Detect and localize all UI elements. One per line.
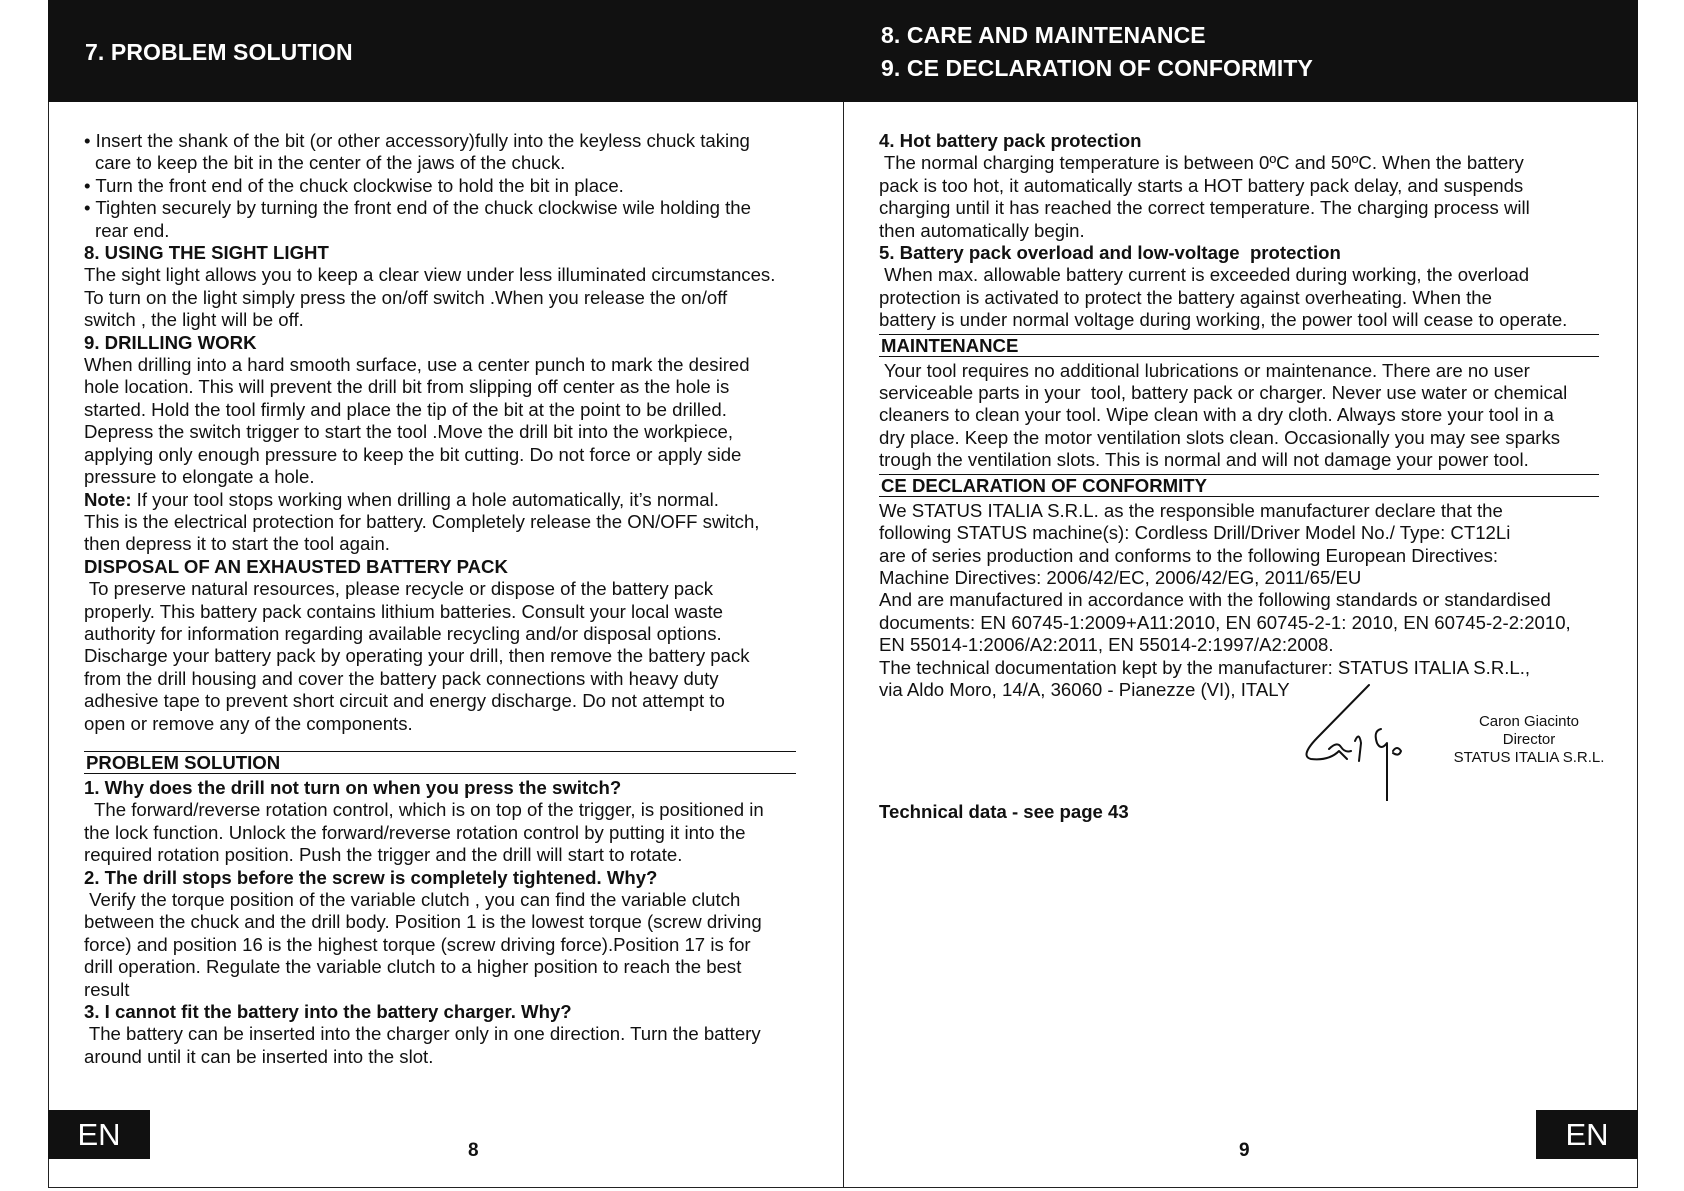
- text-line: adhesive tape to prevent short circuit and energy discharge. Do not attempt to: [84, 690, 725, 712]
- note-text: If your tool stops working when drilling a hole automatically, it’s normal.: [131, 488, 719, 510]
- text-line: switch , the light will be off.: [84, 309, 304, 331]
- ce-declaration-label: CE DECLARATION OF CONFORMITY: [881, 474, 1208, 496]
- text-line: started. Hold the tool firmly and place the tip of the bit at the point to be drilled.: [84, 398, 727, 420]
- signer-role: Director: [1502, 731, 1556, 749]
- text-line: When drilling into a hard smooth surface, use a center punch to mark the desired: [84, 354, 750, 376]
- text-line: Discharge your battery pack by operating your drill, then remove the battery pack: [84, 645, 750, 667]
- text-line: The battery can be inserted into the charger only in one direction. Turn the battery: [84, 1023, 761, 1045]
- text-line: pressure to elongate a hole.: [84, 466, 315, 488]
- spacer: [84, 735, 844, 749]
- text-line: battery is under normal voltage during working, the power tool will cease to operate.: [879, 309, 1568, 331]
- right-header: [844, 0, 1638, 102]
- left-header-title: 7. PROBLEM SOLUTION: [85, 39, 353, 65]
- text-line: When max. allowable battery current is exceeded during working, the overload: [879, 264, 1530, 286]
- overload-heading: 5. Battery pack overload and low-voltage protection: [879, 242, 1341, 264]
- text-line: The forward/reverse rotation control, which is on top of the trigger, is positioned in: [84, 799, 764, 821]
- language-badge-left: EN: [48, 1110, 150, 1159]
- drilling-work-heading: 9. DRILLING WORK: [84, 331, 257, 353]
- right-header-title-2: 9. CE DECLARATION OF CONFORMITY: [881, 55, 1314, 81]
- question-1: 1. Why does the drill not turn on when you press the switch?: [84, 776, 622, 798]
- text-line: cleaners to clean your tool. Wipe clean with a dry cloth. Always store your tool in a: [879, 404, 1554, 426]
- page-number-left: 8: [468, 1140, 479, 1161]
- text-line: following STATUS machine(s): Cordless Drill/Driver Model No./ Type: CT12Li: [879, 522, 1511, 544]
- text-line: To turn on the light simply press the on/off switch .When you release the on/off: [84, 286, 728, 308]
- ce-declaration-heading: [879, 474, 1599, 497]
- note-label: Note:: [84, 488, 132, 510]
- bullet-line: • Turn the front end of the chuck clockwise to hold the bit in place.: [84, 174, 624, 196]
- left-column: [84, 130, 844, 1068]
- text-line: via Aldo Moro, 14/A, 36060 - Pianezze (VI), ITALY: [879, 678, 1290, 700]
- signer-block: [1434, 713, 1624, 767]
- text-line: are of series production and conforms to the following European Directives:: [879, 544, 1499, 566]
- text-line: Machine Directives: 2006/42/EC, 2006/42/EG, 2011/65/EU: [879, 566, 1362, 588]
- text-line: The normal charging temperature is between 0ºC and 50ºC. When the battery: [879, 152, 1524, 174]
- language-badge-right: EN: [1536, 1110, 1638, 1159]
- text-line: the lock function. Unlock the forward/reverse rotation control by putting it into the: [84, 821, 746, 843]
- hot-battery-heading: 4. Hot battery pack protection: [879, 130, 1142, 151]
- note-line: [84, 489, 844, 511]
- text-line: open or remove any of the components.: [84, 712, 413, 734]
- text-line: drill operation. Regulate the variable clutch to a higher position to reach the best: [84, 956, 742, 978]
- question-2: 2. The drill stops before the screw is completely tightened. Why?: [84, 866, 658, 888]
- text-line: This is the electrical protection for battery. Completely release the ON/OFF switch,: [84, 510, 760, 532]
- signature-area: [879, 701, 1631, 801]
- text-line: required rotation position. Push the trigger and the drill will start to rotate.: [84, 844, 683, 866]
- signer-company: STATUS ITALIA S.R.L.: [1453, 749, 1605, 767]
- text-line: hole location. This will prevent the drill bit from slipping off center as the hole is: [84, 376, 730, 398]
- text-line: serviceable parts in your tool, battery pack or charger. Never use water or chemical: [879, 382, 1568, 404]
- right-header-title-1: 8. CARE AND MAINTENANCE: [881, 22, 1206, 48]
- maintenance-heading: [879, 334, 1599, 357]
- problem-solution-heading: [84, 751, 796, 774]
- text-line: around until it can be inserted into the slot.: [84, 1045, 434, 1067]
- text-line: applying only enough pressure to keep the bit cutting. Do not force or apply side: [84, 443, 742, 465]
- text-line: authority for information regarding available recycling and/or disposal options.: [84, 622, 722, 644]
- bullet-line: care to keep the bit in the center of the jaws of the chuck.: [95, 152, 566, 174]
- text-line: force) and position 16 is the highest torque (screw driving force).Position 17 is for: [84, 933, 751, 955]
- text-line: And are manufactured in accordance with the following standards or standardised: [879, 589, 1551, 611]
- text-line: trough the ventilation slots. This is normal and will not damage your power tool.: [879, 449, 1529, 471]
- text-line: The sight light allows you to keep a clear view under less illuminated circumstances.: [84, 264, 776, 286]
- text-line: The technical documentation kept by the manufacturer: STATUS ITALIA S.R.L.,: [879, 656, 1531, 678]
- text-line: Your tool requires no additional lubrications or maintenance. There are no user: [879, 359, 1530, 381]
- question-3: 3. I cannot fit the battery into the battery charger. Why?: [84, 1001, 572, 1023]
- text-line: then depress it to start the tool again.: [84, 533, 390, 555]
- text-line: properly. This battery pack contains lithium batteries. Consult your local waste: [84, 600, 724, 622]
- right-column: [879, 130, 1631, 824]
- sight-light-heading: 8. USING THE SIGHT LIGHT: [84, 242, 329, 264]
- maintenance-label: MAINTENANCE: [881, 334, 1019, 356]
- text-line: from the drill housing and cover the battery pack connections with heavy duty: [84, 667, 719, 689]
- signer-name: Caron Giacinto: [1478, 713, 1580, 731]
- text-line: dry place. Keep the motor ventilation slots clean. Occasionally you may see sparks: [879, 426, 1561, 448]
- text-line: We STATUS ITALIA S.R.L. as the responsible manufacturer declare that the: [879, 499, 1503, 521]
- text-line: Depress the switch trigger to start the tool .Move the drill bit into the workpiece,: [84, 421, 734, 443]
- text-line: result: [84, 978, 130, 1000]
- text-line: pack is too hot, it automatically starts a HOT battery pack delay, and suspends: [879, 174, 1524, 196]
- disposal-heading: DISPOSAL OF AN EXHAUSTED BATTERY PACK: [84, 555, 508, 577]
- text-line: between the chuck and the drill body. Position 1 is the lowest torque (screw driving: [84, 911, 762, 933]
- page-number-right: 9: [1239, 1140, 1250, 1161]
- left-header: [48, 0, 844, 102]
- text-line: Verify the torque position of the variable clutch , you can find the variable clutch: [84, 889, 741, 910]
- text-line: then automatically begin.: [879, 219, 1085, 241]
- problem-solution-label: PROBLEM SOLUTION: [86, 751, 281, 773]
- text-line: protection is activated to protect the battery against overheating. When the: [879, 286, 1492, 308]
- text-line: To preserve natural resources, please recycle or dispose of the battery pack: [84, 578, 714, 600]
- bullet-line: • Insert the shank of the bit (or other accessory)fully into the keyless chuck taking: [84, 130, 750, 151]
- technical-data-note: Technical data - see page 43: [879, 801, 1129, 823]
- text-line: documents: EN 60745-1:2009+A11:2010, EN 60745-2-1: 2010, EN 60745-2-2:2010,: [879, 611, 1571, 633]
- text-line: EN 55014-1:2006/A2:2011, EN 55014-2:1997/A2:2008.: [879, 634, 1334, 656]
- bullet-line: rear end.: [95, 219, 170, 241]
- bullet-line: • Tighten securely by turning the front end of the chuck clockwise wile holding the: [84, 197, 751, 219]
- text-line: charging until it has reached the correct temperature. The charging process will: [879, 197, 1530, 219]
- signature-icon: [1289, 681, 1429, 801]
